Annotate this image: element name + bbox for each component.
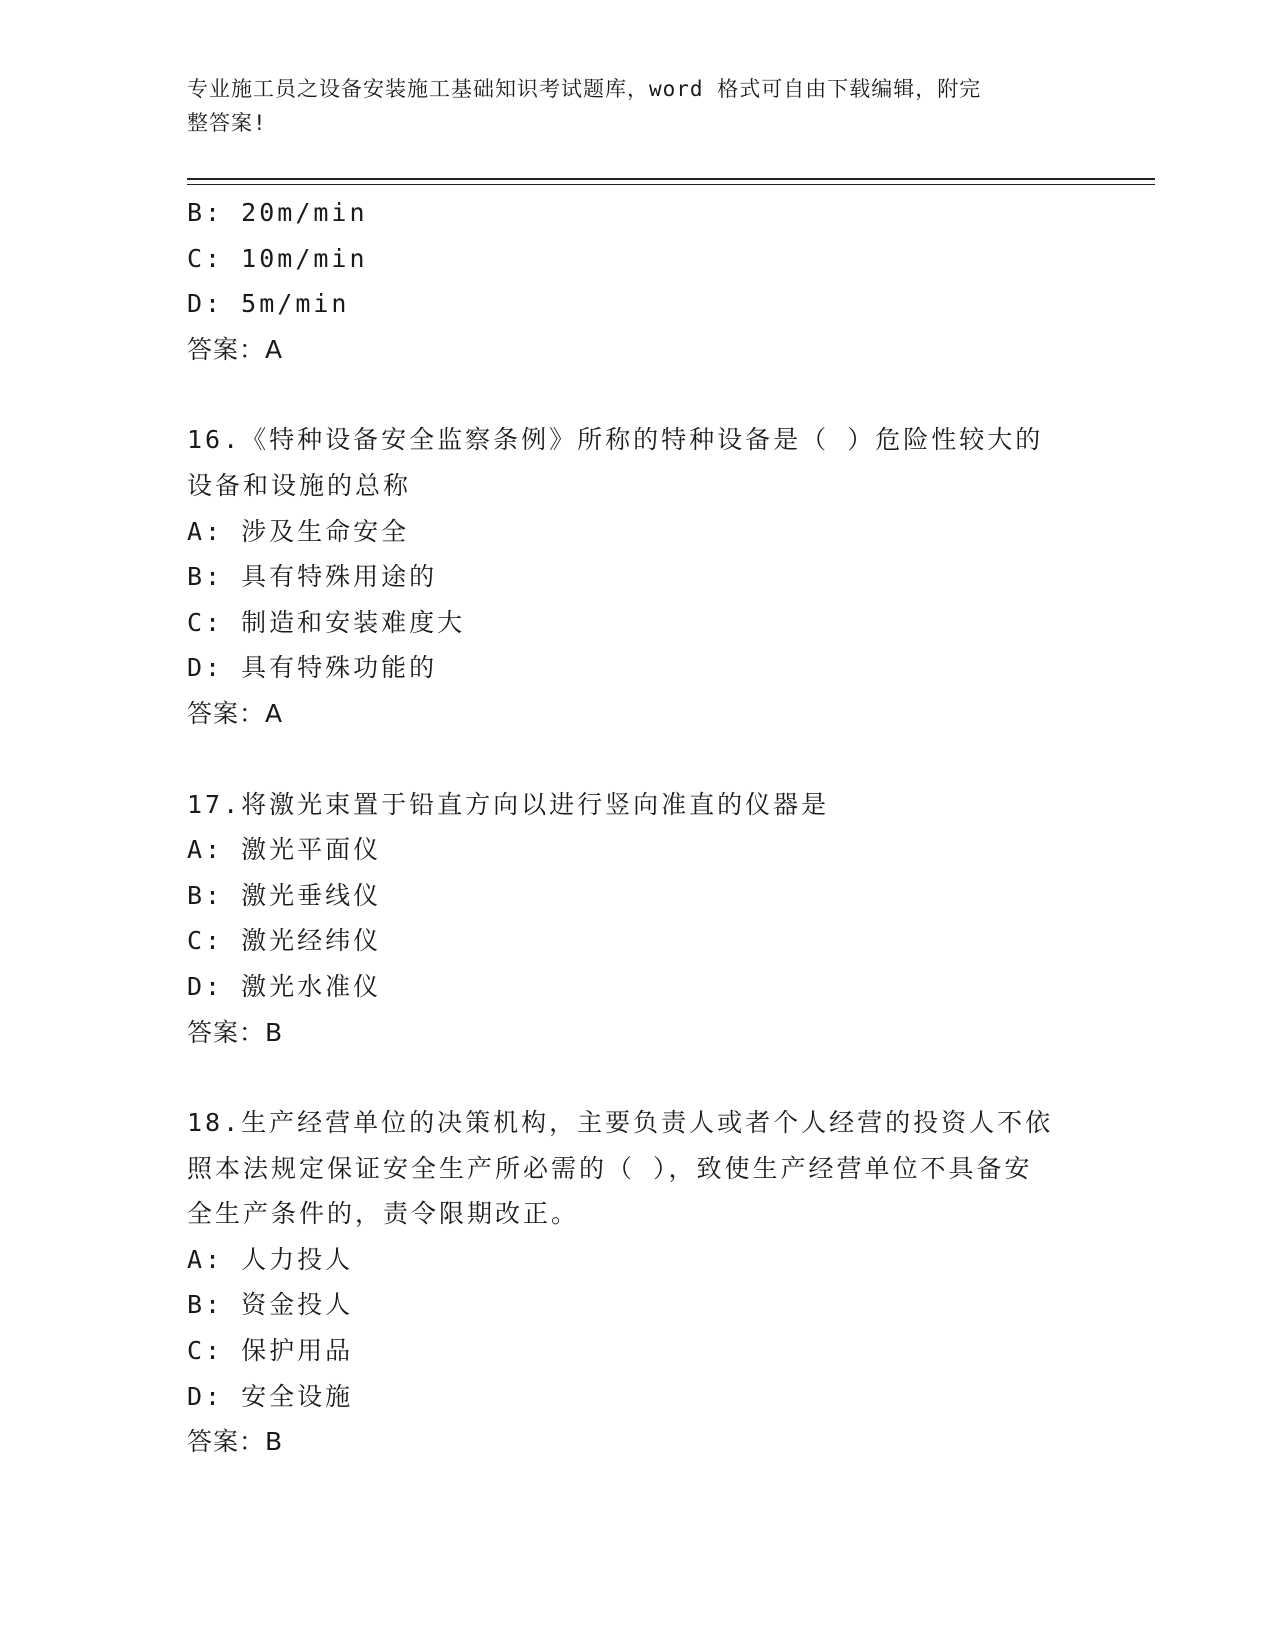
question-text-line: 16.《特种设备安全监察条例》所称的特种设备是（ ）危险性较大的 <box>187 425 1044 455</box>
option-b: B: 具有特殊用途的 <box>187 562 438 592</box>
header-rule-top <box>187 178 1155 180</box>
option-a: A: 人力投人 <box>187 1244 354 1274</box>
question-text-line: 全生产条件的，责令限期改正。 <box>187 1199 580 1229</box>
option-c: C: 保护用品 <box>187 1336 354 1366</box>
document-header <box>187 72 1087 140</box>
question-text-line: 18.生产经营单位的决策机构，主要负责人或者个人经营的投资人不依 <box>187 1108 1054 1138</box>
header-rule-bottom <box>187 184 1155 185</box>
answer-line: 答案：A <box>187 334 284 364</box>
question-15-continuation <box>187 190 1087 372</box>
option-b: B: 20m/min <box>187 198 368 227</box>
question-text-line: 17.将激光束置于铅直方向以进行竖向准直的仪器是 <box>187 789 830 819</box>
question-16 <box>187 417 1087 736</box>
option-a: A: 激光平面仪 <box>187 835 382 865</box>
option-d: D: 安全设施 <box>187 1381 354 1411</box>
option-b: B: 资金投人 <box>187 1290 354 1320</box>
option-b: B: 激光垂线仪 <box>187 880 382 910</box>
option-c: C: 制造和安装难度大 <box>187 607 466 637</box>
answer-line: 答案：B <box>187 1427 284 1457</box>
option-d: D: 5m/min <box>187 289 350 319</box>
header-title-line-1: 专业施工员之设备安装施工基础知识考试题库，word 格式可自由下载编辑，附完 <box>187 77 982 101</box>
question-content <box>187 190 1087 1465</box>
question-17 <box>187 782 1087 1056</box>
answer-line: 答案：A <box>187 698 284 728</box>
option-d: D: 激光水准仪 <box>187 971 382 1001</box>
option-c: C: 10m/min <box>187 243 368 273</box>
question-text-line: 照本法规定保证安全生产所必需的（ ），致使生产经营单位不具备安 <box>187 1153 1033 1183</box>
question-text-line: 设备和设施的总称 <box>187 470 412 500</box>
answer-line: 答案：B <box>187 1017 284 1047</box>
option-d: D: 具有特殊功能的 <box>187 653 438 683</box>
option-a: A: 涉及生命安全 <box>187 516 410 546</box>
header-title-line-2: 整答案! <box>187 111 267 135</box>
option-c: C: 激光经纬仪 <box>187 926 382 956</box>
question-18 <box>187 1100 1087 1465</box>
